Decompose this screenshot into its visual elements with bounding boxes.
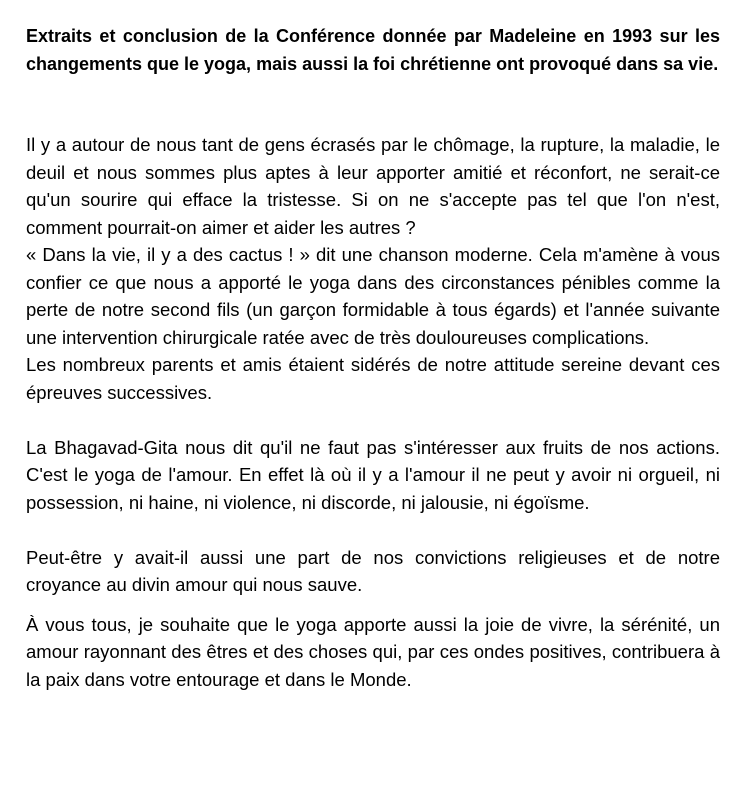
paragraph-conclusion: À vous tous, je souhaite que le yoga apporte aussi la joie de vivre, la sérénité, un amour rayonnant des êtres et des choses qui, par ces ondes positives, contribuera à la paix dans votre entourage et dans le Monde. — [26, 613, 720, 690]
paragraph-religious-convictions: Peut-être y avait-il aussi une part de nos convictions religieuses et de notre croyance au divin amour qui nous sauve. — [26, 546, 720, 595]
paragraph-serene-attitude: Les nombreux parents et amis étaient sidérés de notre attitude sereine devant ces épreuves successives. — [26, 354, 720, 403]
paragraph-cactus: « Dans la vie, il y a des cactus ! » dit une chanson moderne. Cela m'amène à vous confier ce que nous a apporté le yoga dans des circonstances pénibles comme la perte de notre second fils (un garçon formidable à tous égards) et l'année suivante une intervention chirurgicale ratée avec de très douloureuses complications. — [26, 244, 720, 348]
paragraph-unemployment: Il y a autour de nous tant de gens écrasés par le chômage, la rupture, la maladie, le deuil et nous sommes plus aptes à leur apporter amitié et réconfort, ne serait-ce qu'un sourire qui efface la tristesse. Si on ne s'accepte pas tel que l'on n'est, comment pourrait-on aimer et aider les autres ? — [26, 134, 720, 238]
document-page — [26, 22, 720, 693]
document-title: Extraits et conclusion de la Conférence donnée par Madeleine en 1993 sur les changements que le yoga, mais aussi la foi chrétienne ont provoqué dans sa vie. — [26, 26, 720, 74]
paragraph-bhagavad-gita: La Bhagavad-Gita nous dit qu'il ne faut pas s'intéresser aux fruits de nos actions. C'est le yoga de l'amour. En effet là où il y a l'amour il ne peut y avoir ni orgueil, ni possession, ni haine, ni violence, ni discorde, ni jalousie, ni égoïsme. — [26, 436, 720, 513]
